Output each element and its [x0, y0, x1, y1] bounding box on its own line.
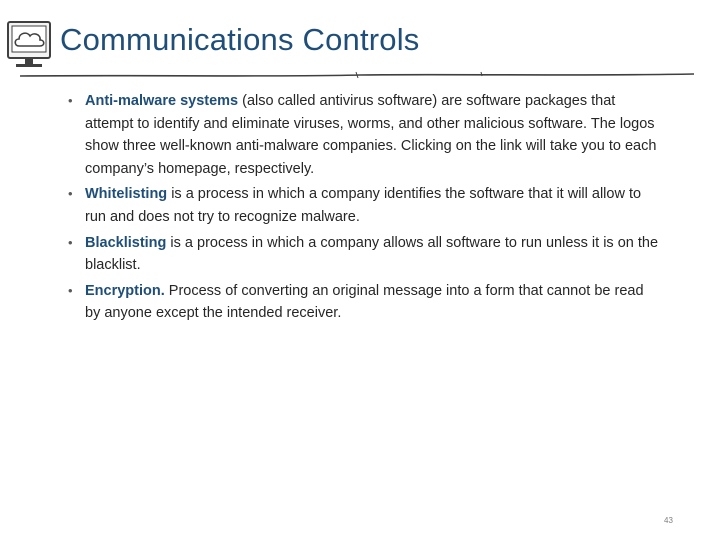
term-anti-malware: Anti-malware systems [85, 93, 239, 109]
term-blacklisting: Blacklisting [85, 234, 167, 251]
term-encryption: Encryption. [85, 282, 165, 299]
bullet-marker: • [68, 93, 73, 108]
bullet-marker: • [68, 234, 73, 250]
bullet-whitelisting [68, 183, 658, 228]
bullet-text: is a process in which a company allows all software to run unless it is on the blacklist. [85, 234, 659, 274]
bullet-marker: • [68, 186, 73, 202]
bullet-encryption [68, 280, 658, 325]
bullet-marker: • [68, 282, 73, 298]
bullet-list [68, 90, 658, 328]
bullet-anti-malware [68, 90, 658, 180]
page-title: Communications Controls [60, 22, 420, 57]
term-whitelisting: Whitelisting [85, 186, 168, 203]
bullet-blacklisting [68, 232, 658, 277]
page-number: 43 [664, 516, 673, 525]
bullet-text: is a process in which a company identifies the software that it will allow to run and does not try to recognize malware. [85, 186, 642, 225]
bullet-text: (also called antivirus software) are software packages that attempt to identify and eliminate viruses, worms, and other malicious software. The logos show three well-known anti-malware companies. Clicking on the link will take you to each company’s homepage, respectively. [85, 93, 657, 177]
bullet-text: Process of converting an original message into a form that cannot be read by anyone except the intended receiver. [85, 282, 644, 322]
title-divider [20, 66, 700, 86]
